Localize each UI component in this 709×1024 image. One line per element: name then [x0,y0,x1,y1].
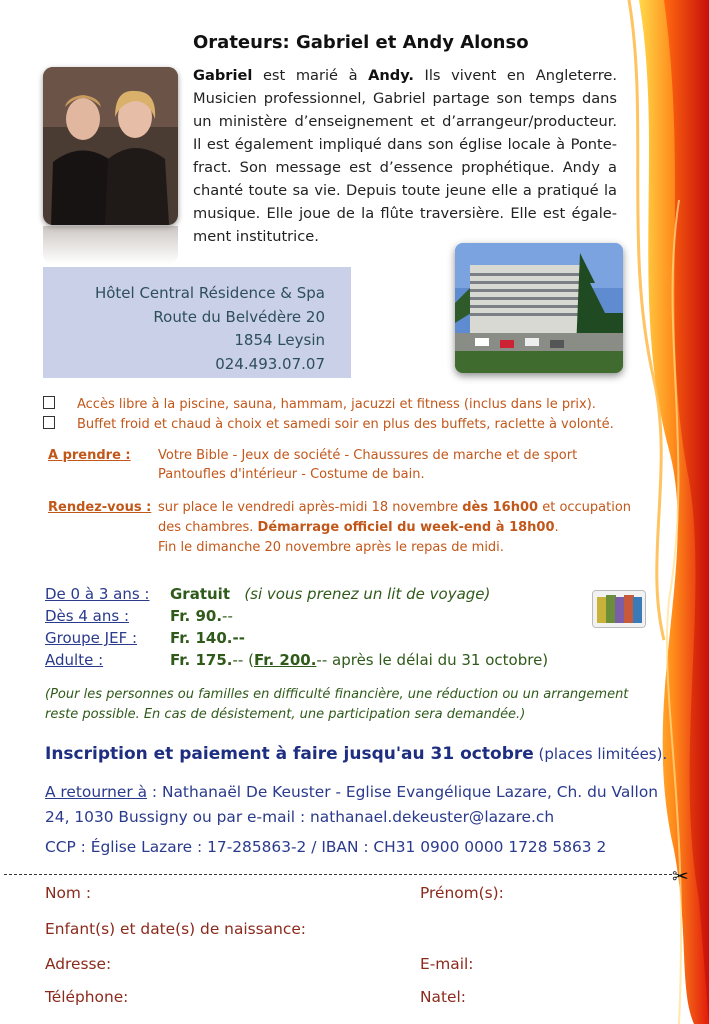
bring-line-1: Votre Bible - Jeux de société - Chaussures de marche et de sport [158,448,578,463]
return-label: A retourner à [45,783,148,801]
price-label-4: Dès 4 ans : [45,607,130,625]
form-field-natel[interactable]: Natel: [420,988,466,1006]
rdv-line-2: des chambres. Démarrage officiel du week-end à 18h00. [158,520,559,535]
bullet-text-2: Buffet froid et chaud à choix et samedi soir en plus des buffets, raclette à volonté. [77,417,614,432]
return-text: : Nathanaël De Keuster - Eglise Evangélique Lazare, Ch. du Vallon 24, 1030 Bussigny ou par e-mail : nathanael.dekeuster@lazare.ch [45,783,658,826]
price-value-0-3: Gratuit (si vous prenez un lit de voyage) [170,585,491,603]
bio-text-2: Ils vivent en Angleterre. Musicien professionnel, Gabriel partage son temps dans un ministère d’enseignement et d’arrangeur/producteur. Il est également impliqué dans son église locale à Ponte-fract. Son message est d’essence prophétique. Andy a chanté toute sa vie. Depuis toute jeune elle a pratiqué la musique. Elle joue de la flûte traversière. Elle est égale-ment institutrice. [193,67,617,245]
hotel-city: 1854 Leysin [234,331,325,349]
hotel-address-box [43,267,351,378]
price-value-4: Fr. 90.-- [170,607,233,625]
hotel-street: Route du Belvédère 20 [153,307,325,326]
price-label-0-3: De 0 à 3 ans : [45,585,150,603]
speakers-bio [193,64,617,248]
rdv-line-1: sur place le vendredi après-midi 18 novembre dès 16h00 et occupation [158,500,632,515]
speakers-photo [43,67,178,225]
rdv-line-3: Fin le dimanche 20 novembre après le repas de midi. [158,540,504,555]
hotel-phone: 024.493.07.07 [215,354,325,373]
checkbox-icon [43,416,55,429]
bullet-text-1: Accès libre à la piscine, sauna, hammam, jacuzzi et fitness (inclus dans le prix). [77,397,596,412]
form-field-enfants[interactable]: Enfant(s) et date(s) de naissance: [45,920,306,938]
form-field-telephone[interactable]: Téléphone: [45,988,129,1006]
price-value-jef: Fr. 140.-- [170,629,245,647]
price-label-adult: Adulte : [45,651,104,669]
checkbox-icon [43,396,55,409]
rdv-label: Rendez-vous : [48,500,152,515]
hotel-photo [455,243,623,373]
price-value-adult: Fr. 175.-- (Fr. 200.-- après le délai du 31 octobre) [170,651,549,669]
bring-line-2: Pantoufles d'intérieur - Costume de bain. [158,467,425,482]
bio-name-andy: Andy. [368,67,414,84]
bio-text-1: est marié à [252,67,369,84]
photo-reflection [43,226,178,264]
cut-line [4,874,672,875]
speakers-title: Orateurs: Gabriel et Andy Alonso [193,32,529,53]
bullet-item-2 [43,416,614,432]
scissors-icon: ✂ [672,864,689,888]
form-field-nom[interactable]: Nom : [45,884,91,902]
form-field-email[interactable]: E-mail: [420,955,474,973]
return-address [45,780,685,830]
form-field-prenom[interactable]: Prénom(s): [420,884,504,902]
banknotes-image [592,590,646,628]
financial-note: (Pour les personnes ou familles en difficulté financière, une réduction ou un arrangement reste possible. En cas de désistement, une participation sera demandée.) [45,687,629,722]
bio-name-gabriel: Gabriel [193,67,253,84]
bullet-item-1 [43,396,596,412]
hotel-name: Hôtel Central Résidence & Spa [94,284,325,302]
decorative-flame-ribbon [619,0,709,1024]
form-field-adresse[interactable]: Adresse: [45,955,112,973]
bank-details: CCP : Église Lazare : 17-285863-2 / IBAN : CH31 0900 0000 1728 5863 2 [45,838,607,856]
inscription-deadline: Inscription et paiement à faire jusqu'au 31 octobre (places limitées). [45,744,668,764]
price-label-jef: Groupe JEF : [45,629,138,647]
bring-label: A prendre : [48,448,131,463]
